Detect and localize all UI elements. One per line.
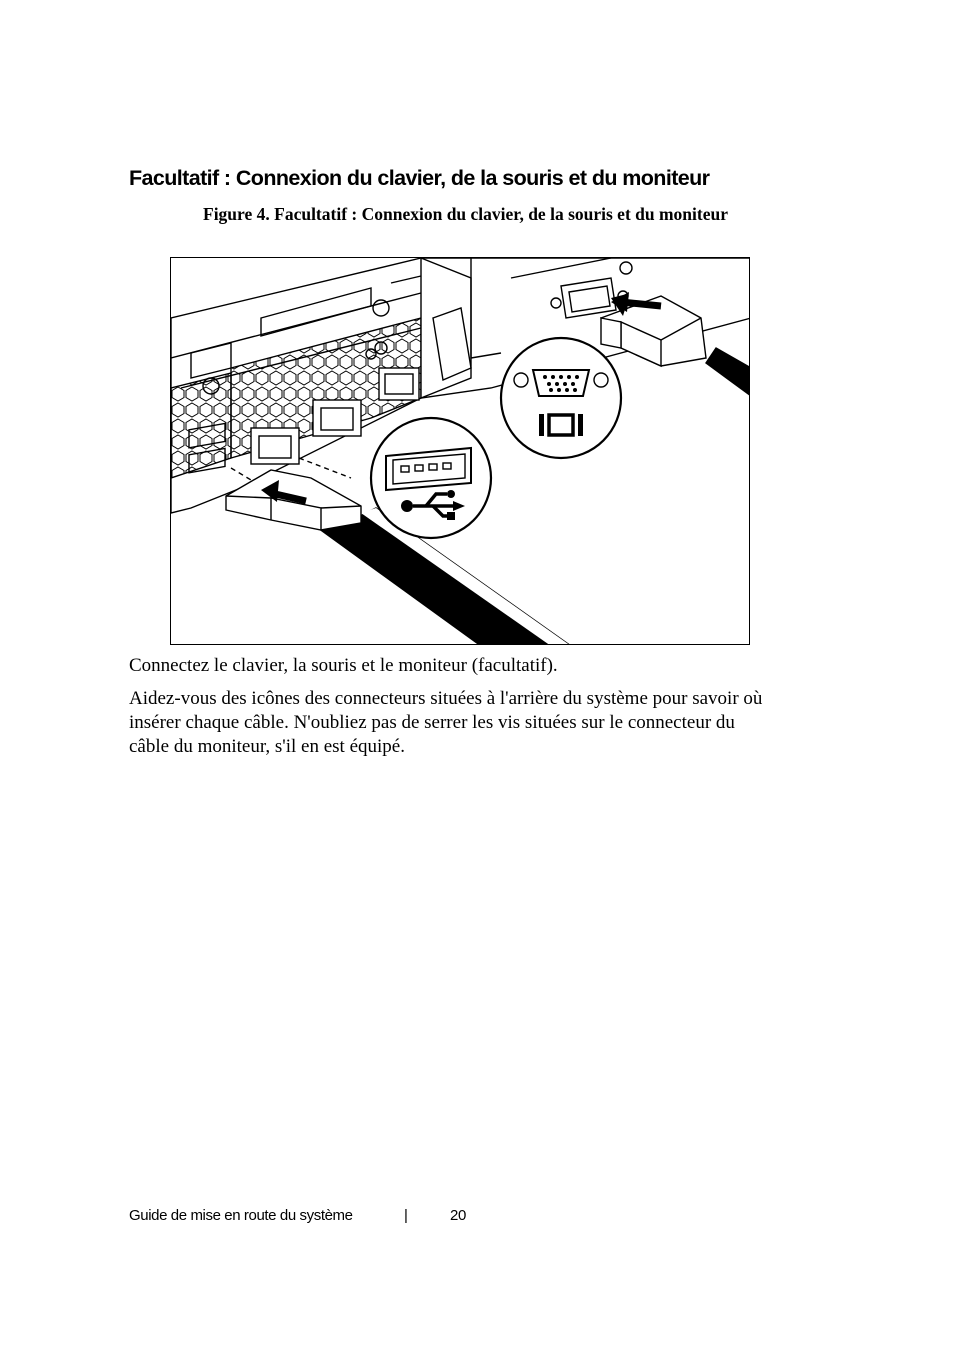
- footer-separator: |: [404, 1207, 408, 1224]
- vga-monitor-icon: [501, 338, 621, 458]
- paragraph-instructions: Aidez-vous des icônes des connecteurs situées à l'arrière du système pour savoir où insérer chaque câble. N'oubliez pas de serrer les vis situées sur le connecteur du câble du moniteur, s'il en est équipé.: [129, 688, 763, 757]
- footer-page-number: 20: [450, 1207, 466, 1224]
- footer-doc-title: Guide de mise en route du système: [129, 1207, 353, 1224]
- figure-caption: Figure 4. Facultatif : Connexion du clavier, de la souris et du moniteur: [203, 204, 728, 224]
- figure-illustration: [170, 257, 750, 645]
- paragraph-connect: Connectez le clavier, la souris et le moniteur (facultatif).: [129, 655, 558, 676]
- section-heading: Facultatif : Connexion du clavier, de la souris et du moniteur: [129, 166, 710, 190]
- usb-icon: [371, 418, 491, 538]
